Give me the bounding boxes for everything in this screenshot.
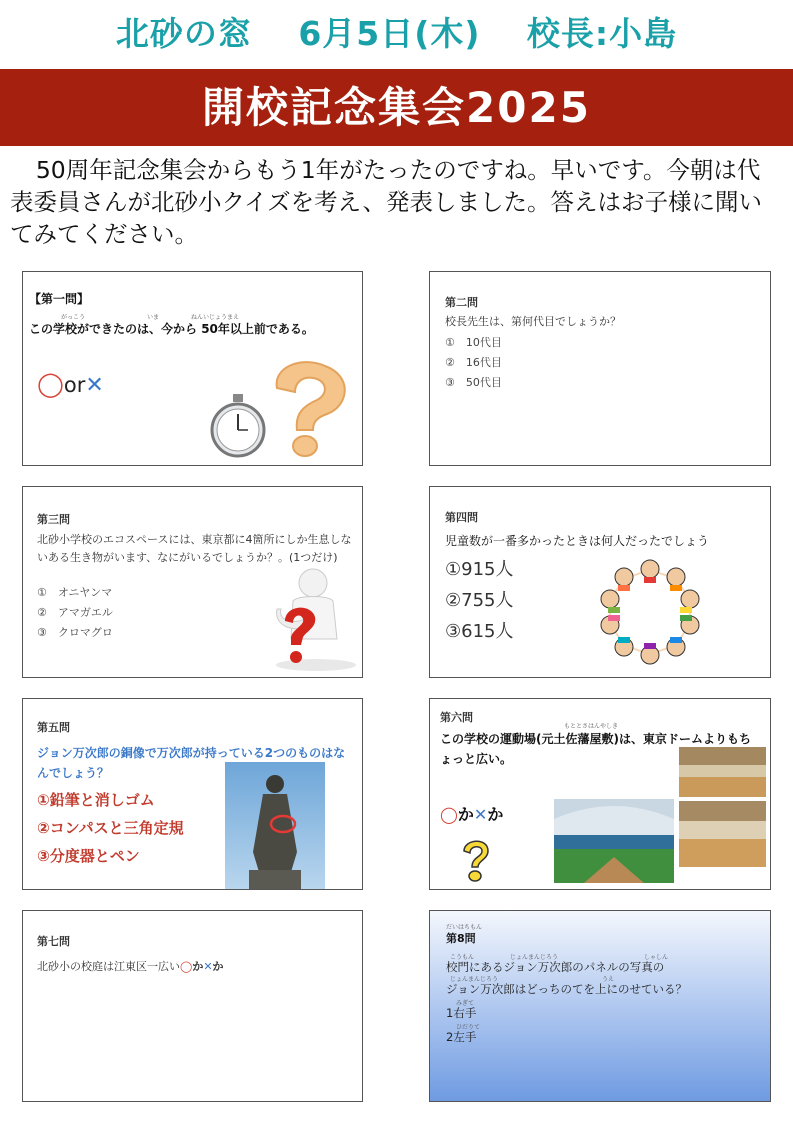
option-item: ③分度器とペン bbox=[37, 847, 140, 865]
quiz-slide-8 bbox=[429, 910, 771, 1102]
question-text: この学校の運動場(元土佐藩屋敷)は、東京ドームよりもちょっと広い。 bbox=[440, 732, 751, 766]
question-text: ジョン万次郎の銅像で万次郎が持っている2つのものはなんでしょう？ bbox=[37, 746, 346, 780]
option-list bbox=[37, 786, 184, 870]
ka-text: か bbox=[192, 960, 204, 973]
circle-icon: ◯ bbox=[37, 370, 64, 398]
intro-paragraph: 50周年記念集会からもう1年がたったのですね。早いです。今朝は代表委員さんが北砂小クイズを考え、発表しました。答えはお子様に聞いてみてください。 bbox=[10, 156, 762, 248]
question-mark-icon bbox=[458, 837, 494, 883]
question-text bbox=[37, 957, 224, 977]
ruby-text: いま bbox=[147, 314, 160, 321]
question-highlight: 50年以上前 bbox=[201, 322, 266, 336]
statue-photo bbox=[225, 762, 325, 890]
ruby-text: こうもん bbox=[450, 954, 475, 961]
question-part: 北砂小の校庭は江東区一広い bbox=[37, 960, 180, 973]
option-item: 1右手 bbox=[446, 1006, 477, 1020]
option-item: ③ クロマグロ bbox=[37, 626, 113, 639]
option-item: ① 10代目 bbox=[445, 336, 502, 349]
quiz-slide-2 bbox=[429, 271, 771, 466]
event-banner: 開校記念集会2025 bbox=[0, 69, 793, 146]
option-item: ② 16代目 bbox=[445, 356, 502, 369]
question-text bbox=[29, 319, 314, 339]
answer-choices bbox=[440, 802, 503, 825]
or-text: or bbox=[63, 373, 86, 397]
ka-text: か bbox=[487, 805, 504, 824]
quiz-slide-4 bbox=[429, 486, 771, 678]
option-list bbox=[445, 554, 514, 647]
slide-label: 第二問 bbox=[445, 296, 478, 309]
ruby-text: だいはちもん bbox=[446, 924, 483, 931]
ruby-text: みぎて bbox=[456, 1000, 475, 1007]
ruby-text: もととさはんやしき bbox=[564, 723, 619, 730]
option-list bbox=[445, 333, 502, 393]
cross-icon: ✕ bbox=[473, 805, 488, 824]
question-mark-icon bbox=[263, 358, 355, 458]
stadium-photo bbox=[554, 799, 674, 883]
page-title: 北砂の窓 6月5日(木) 校長:小島 bbox=[115, 14, 678, 53]
quiz-slide-5 bbox=[22, 698, 363, 890]
ruby-text: がっこう bbox=[61, 314, 86, 321]
answer-choices bbox=[37, 370, 104, 398]
ka-text: か bbox=[457, 805, 474, 824]
slide-label: 第三問 bbox=[37, 513, 70, 526]
option-item: ①915人 bbox=[445, 559, 514, 580]
option-item: ② アマガエル bbox=[37, 606, 113, 619]
cross-icon: ✕ bbox=[85, 373, 104, 398]
circle-icon: ◯ bbox=[440, 805, 458, 824]
cross-icon: ✕ bbox=[203, 960, 213, 973]
ruby-text: ひだりて bbox=[456, 1024, 481, 1031]
gym-photo bbox=[679, 801, 766, 867]
quiz-slide-3 bbox=[22, 486, 363, 678]
slide-label: 第六問 bbox=[440, 711, 473, 724]
slide-label: 【第一問】 bbox=[29, 292, 90, 306]
option-item: ②コンパスと三角定規 bbox=[37, 819, 184, 837]
slide-label: 第四問 bbox=[445, 511, 478, 524]
option-item: ③ 50代目 bbox=[445, 376, 502, 389]
ruby-text: じょんまんじろう bbox=[510, 954, 559, 961]
question-text: 校長先生は、第何代目でしょうか？ bbox=[445, 315, 621, 328]
question-text: 北砂小学校のエコスペースには、東京都に4箇所にしか生息しないある生き物がいます、なにがいるでしょうか？。(1つだけ) bbox=[37, 533, 352, 564]
option-item: ③615人 bbox=[445, 621, 514, 642]
question-part: である。 bbox=[265, 322, 314, 336]
quiz-slide-1 bbox=[22, 271, 363, 466]
slide-label: 第七問 bbox=[37, 935, 70, 948]
gym-photo bbox=[679, 747, 766, 797]
option-list bbox=[37, 583, 113, 643]
ka-text: か bbox=[212, 960, 224, 973]
circle-icon: ◯ bbox=[180, 960, 193, 973]
slide-label: 第8問 bbox=[446, 932, 476, 945]
children-circle-illustration bbox=[590, 555, 710, 670]
slide-label: 第五問 bbox=[37, 721, 70, 734]
option-item: ①鉛筆と消しゴム bbox=[37, 791, 155, 809]
option-item: ① オニヤンマ bbox=[37, 586, 113, 599]
question-text: 児童数が一番多かったときは何人だったでしょう bbox=[445, 534, 710, 548]
question-line: 校門にあるジョン万次郎のパネルの写真の bbox=[446, 960, 665, 974]
quiz-slide-6 bbox=[429, 698, 771, 890]
quiz-slide-7 bbox=[22, 910, 363, 1102]
option-item: ②755人 bbox=[445, 590, 514, 611]
ruby-text: うえ bbox=[602, 976, 615, 983]
question-line: ジョン万次郎はどっちのてを上にのせている？ bbox=[446, 982, 688, 996]
option-item: 2左手 bbox=[446, 1030, 477, 1044]
thinking-figure-icon bbox=[251, 565, 361, 675]
ruby-text: じょんまんじろう bbox=[450, 976, 499, 983]
question-part: この学校ができたのは、今から bbox=[29, 322, 202, 336]
ruby-text: ねんいじょうまえ bbox=[191, 314, 240, 321]
ruby-text: しゃしん bbox=[644, 954, 669, 961]
